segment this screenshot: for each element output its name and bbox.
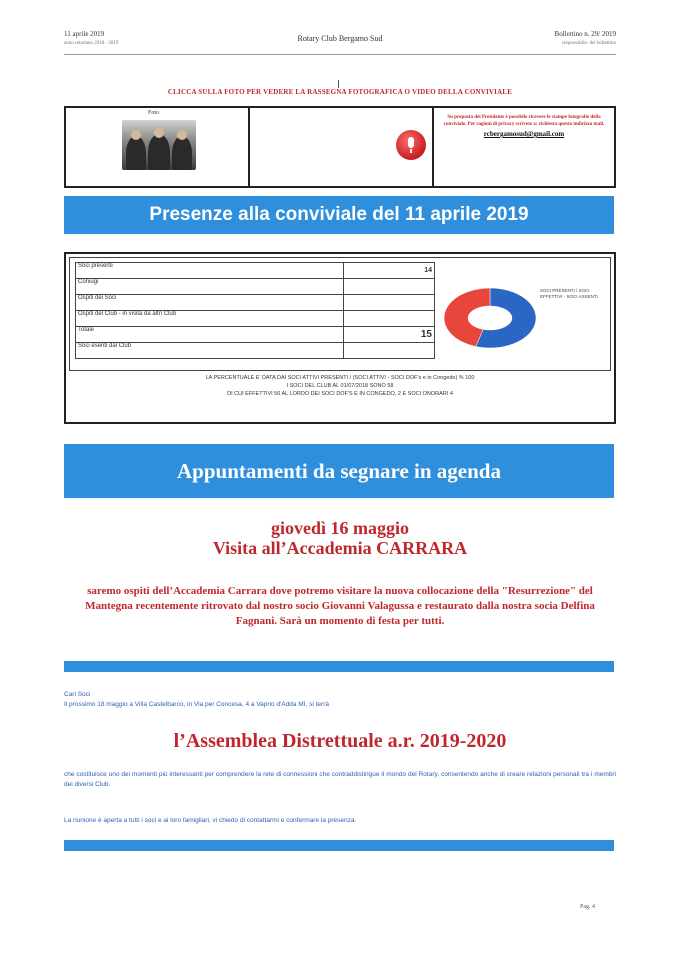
photo-link-banner[interactable]: CLICCA SULLA FOTO PER VEDERE LA RASSEGNA FOTOGRAFICA O VIDEO DELLA CONVIVIALE: [167, 88, 513, 96]
row-value: [344, 295, 435, 311]
row-label: Coniugi: [76, 279, 344, 295]
bulletin-editor: responsabile: del bollettino: [561, 41, 616, 46]
presenze-banner: [64, 196, 614, 234]
attendance-table: [75, 262, 435, 359]
row-label: Totale: [76, 327, 344, 343]
header-date: 11 aprile 2019: [64, 30, 105, 38]
event-heading: [64, 518, 616, 558]
privacy-info: [438, 114, 610, 138]
cursor-mark: [338, 80, 339, 88]
privacy-text: Su proposta del Presidente è possibile ricevere le stampe fotografie della conviviale. Per ragioni di privacy scrivete a: richiesta questo indirizzo mail.: [443, 115, 605, 127]
row-value: [344, 279, 435, 295]
event-description: saremo ospiti dell’Accademia Carrara dove potremo visitare la nuova collocazione della "Resurrezione" del Mantegna recentemente ritrovato dal nostro socio Giovanni Valagussa e restaurato dalla nostra socia Delfina Fagnani. Sarà un momento di festa per tutti.: [85, 585, 595, 627]
assembly-intro: [64, 690, 616, 710]
microphone-icon[interactable]: [396, 130, 426, 160]
page-number: Pag. 4: [580, 904, 595, 910]
media-box: [64, 106, 616, 188]
table-row: [76, 311, 435, 327]
table-row: [76, 343, 435, 359]
table-row: [76, 295, 435, 311]
event-photo[interactable]: [122, 120, 196, 170]
row-value: [344, 343, 435, 359]
assembly-title: l’Assemblea Distrettuale a.r. 2019-2020: [173, 730, 507, 752]
agenda-banner: [64, 444, 614, 498]
audio-cell[interactable]: [250, 108, 434, 186]
bulletin-number: Bollettino n. 29/ 2019: [554, 30, 616, 38]
row-label: Soci esenti dal Club: [76, 343, 344, 359]
event-title: Visita all’Accademia CARRARA: [212, 538, 468, 558]
intro-text: Il prossimo 18 maggio a Villa Castelbarco, in Via per Concesa, 4 a Vaprio d'Adda MI, si terrà: [64, 701, 329, 708]
attendance-box: [64, 252, 616, 424]
row-value: 15: [344, 327, 435, 343]
percentage-note: [69, 374, 611, 398]
greeting: Cari Soci: [64, 691, 91, 698]
attendance-donut-chart: [438, 278, 542, 358]
agenda-title: Appuntamenti da segnare in agenda: [176, 459, 501, 483]
chart-legend: SOCI PRESENTI / SOCI EFFETTIVI - SOCI ASSENTI: [540, 288, 598, 299]
info-cell: [434, 108, 614, 186]
note-line-3: DI CUI EFFETTIVI 56 AL LORDO DEI SOCI DOF'S E IN CONGEDO, 2 E SOCI ONORARI 4: [227, 391, 453, 397]
blue-divider-bottom: [64, 840, 614, 851]
foto-label: Foto: [148, 110, 160, 116]
assembly-paragraph-2: La riunione è aperta a tutti i soci e ai loro famigliari, vi chiedo di contattarmi e confermare la presenza.: [64, 817, 357, 824]
header-right: [555, 30, 616, 48]
event-date: giovedì 16 maggio: [271, 518, 409, 538]
presenze-title: Presenze alla conviviale del 11 aprile 2019: [149, 204, 529, 225]
row-label: Ospiti dei Soci: [76, 295, 344, 311]
header-divider: [64, 54, 616, 55]
table-row: [76, 263, 435, 279]
row-label: Soci presenti: [76, 263, 344, 279]
assembly-paragraph-1: che costituisce uno dei momenti più interessanti per comprendere la rete di connessioni che contraddistingue il mondo del Rotary, consentendo anche di creare relazioni personali tra i membri dei diversi Club.: [64, 771, 616, 788]
header-year: anno rotariano 2018 - 2019: [64, 41, 119, 46]
club-name: Rotary Club Bergamo Sud: [297, 34, 383, 43]
row-value: 14: [344, 263, 435, 279]
note-line-1: LA PERCENTUALE E' DATA DAI SOCI ATTIVI PRESENTI / (SOCI ATTIVI - SOCI DOF's e in Congedo) % 100: [205, 375, 475, 381]
page-header: [64, 30, 616, 54]
blue-divider: [64, 661, 614, 672]
table-row: [76, 279, 435, 295]
row-value: [344, 311, 435, 327]
photo-cell[interactable]: [66, 108, 250, 186]
note-line-2: I SOCI DEL CLUB AL 01/07/2018 SONO 58: [286, 383, 394, 389]
email-link[interactable]: rcbergamosud@gmail.com: [483, 130, 565, 138]
attendance-panel: [69, 257, 611, 371]
row-label: Ospiti del Club - in visita da altri Club: [76, 311, 344, 327]
table-row: [76, 327, 435, 343]
